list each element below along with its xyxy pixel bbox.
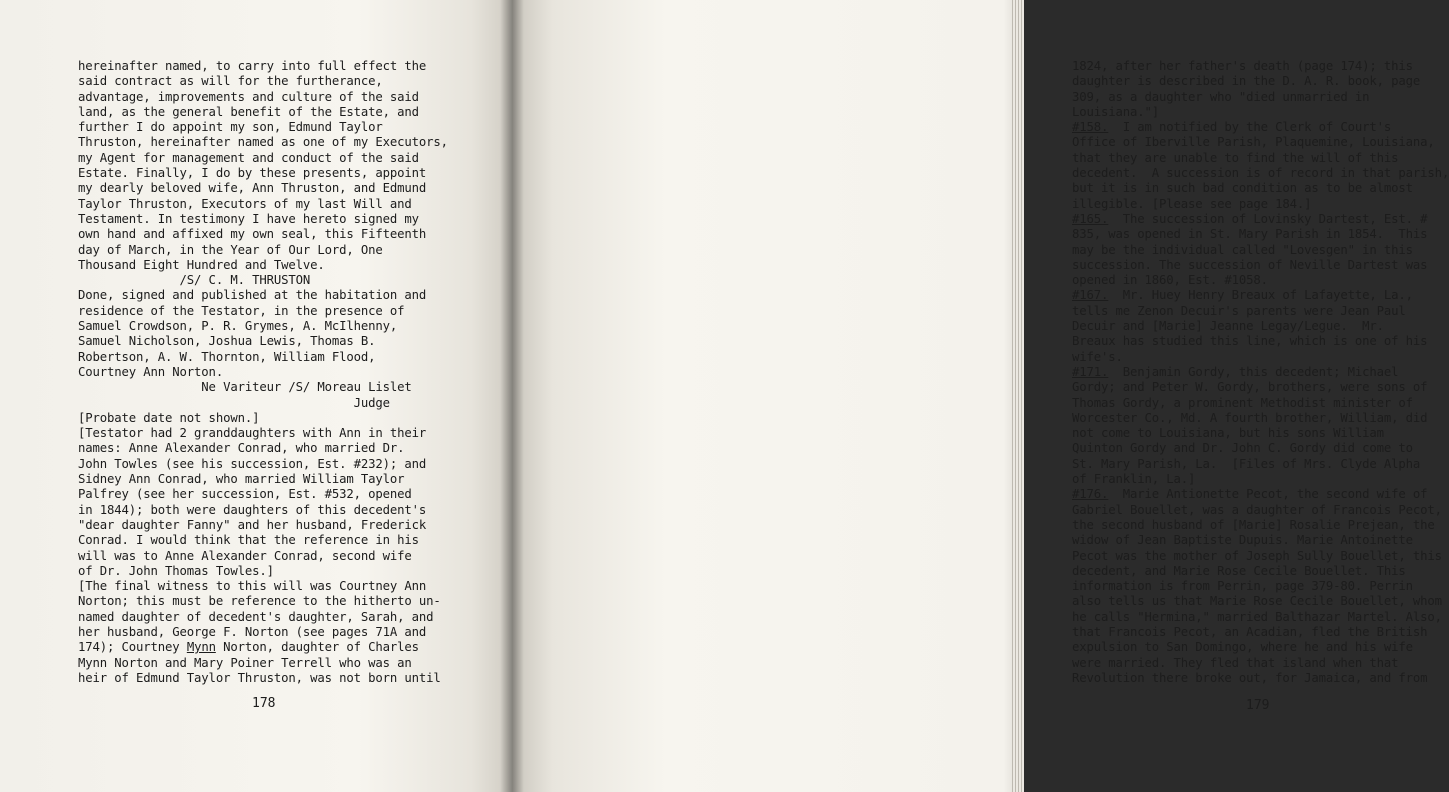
text-line: Ne Variteur /S/ Moreau Lislet	[78, 380, 412, 395]
text-line: decedent. A succession is of record in that parish,	[1072, 166, 1449, 181]
text-line: residence of the Testator, in the presence of	[78, 303, 405, 318]
text-line: Decuir and [Marie] Jeanne Legay/Legue. Mr.	[1072, 319, 1384, 334]
text-line: Mynn Norton and Mary Poiner Terrell who was an	[78, 655, 412, 670]
text-line: Gordy; and Peter W. Gordy, brothers, were sons of	[1072, 380, 1428, 395]
text-segment: Benjamin Gordy, this decedent; Michael	[1108, 364, 1399, 379]
text-line: Office of Iberville Parish, Plaquemine, Louisiana,	[1072, 135, 1435, 150]
left-page-number: 178	[252, 696, 276, 711]
text-line: St. Mary Parish, La. [Files of Mrs. Clyde Alpha	[1072, 456, 1421, 471]
text-line: in 1844); both were daughters of this decedent's	[78, 502, 427, 517]
text-line: succession. The succession of Neville Dartest was	[1072, 257, 1428, 272]
text-line: Samuel Crowdson, P. R. Grymes, A. McIlhenny,	[78, 319, 398, 334]
text-line: that Francois Pecot, an Acadian, fled the British	[1072, 624, 1428, 639]
text-line: further I do appoint my son, Edmund Taylor	[78, 120, 383, 135]
text-segment: Norton, daughter of Charles	[215, 640, 419, 655]
text-line: John Towles (see his succession, Est. #232); and	[78, 456, 427, 471]
text-segment: Marie Antionette Pecot, the second wife of	[1108, 487, 1428, 502]
text-line	[78, 640, 448, 655]
text-line: my Agent for management and conduct of the said	[78, 150, 419, 165]
text-line: Testament. In testimony I have hereto signed my	[78, 211, 419, 226]
book-gutter	[500, 0, 524, 792]
text-line: Estate. Finally, I do by these presents, appoint	[78, 166, 427, 181]
text-line: Judge	[78, 395, 390, 410]
text-line: land, as the general benefit of the Estate, and	[78, 104, 419, 119]
text-line: day of March, in the Year of Our Lord, One	[78, 242, 383, 257]
text-line: named daughter of decedent's daughter, Sarah, and	[78, 609, 434, 624]
left-page-text	[78, 59, 448, 686]
text-line	[1072, 487, 1449, 502]
text-line: Samuel Nicholson, Joshua Lewis, Thomas B.	[78, 334, 376, 349]
text-line: will was to Anne Alexander Conrad, second wife	[78, 548, 412, 563]
text-line: Thomas Gordy, a prominent Methodist minister of	[1072, 395, 1413, 410]
text-line: the second husband of [Marie] Rosalie Prejean, the	[1072, 517, 1435, 532]
text-line: Breaux has studied this line, which is one of his	[1072, 334, 1428, 349]
text-line: Palfrey (see her succession, Est. #532, opened	[78, 487, 412, 502]
text-segment: I am notified by the Clerk of Court's	[1108, 120, 1392, 135]
text-line: Courtney Ann Norton.	[78, 364, 224, 379]
text-line: wife's.	[1072, 349, 1123, 364]
underlined-text: #165.	[1072, 211, 1109, 226]
text-line: 309, as a daughter who "died unmarried in	[1072, 89, 1370, 104]
text-line: [Testator had 2 granddaughters with Ann in their	[78, 426, 427, 441]
text-line	[1072, 365, 1449, 380]
text-line: that they are unable to find the will of this	[1072, 150, 1399, 165]
text-line: Gabriel Bouellet, was a daughter of Francois Pecot,	[1072, 502, 1442, 517]
text-line: tells me Zenon Decuir's parents were Jean Paul	[1072, 303, 1406, 318]
text-line: but it is in such bad condition as to be almost	[1072, 181, 1413, 196]
text-line: Worcester Co., Md. A fourth brother, William, did	[1072, 410, 1428, 425]
text-line	[1072, 288, 1449, 303]
text-line: names: Anne Alexander Conrad, who married Dr.	[78, 441, 405, 456]
text-segment: Mr. Huey Henry Breaux of Lafayette, La.,	[1108, 288, 1413, 303]
text-line: illegible. [Please see page 184.]	[1072, 196, 1312, 211]
text-line: of Dr. John Thomas Towles.]	[78, 563, 274, 578]
text-line: information is from Perrin, page 379-80. Perrin	[1072, 579, 1413, 594]
text-line: also tells us that Marie Rose Cecile Bouellet, whom	[1072, 594, 1442, 609]
text-line: Norton; this must be reference to the hitherto un-	[78, 594, 441, 609]
text-line: widow of Jean Baptiste Dupuis. Marie Antoinette	[1072, 533, 1413, 548]
text-line: not come to Louisiana, but his sons William	[1072, 426, 1384, 441]
text-line: Done, signed and published at the habitation and	[78, 288, 427, 303]
text-line	[1072, 212, 1449, 227]
underlined-text: #176.	[1072, 487, 1109, 502]
underlined-text: #167.	[1072, 288, 1109, 303]
text-line: Robertson, A. W. Thornton, William Flood,	[78, 349, 376, 364]
text-segment: The succession of Lovinsky Dartest, Est. #	[1108, 211, 1428, 226]
text-line: 835, was opened in St. Mary Parish in 1854. This	[1072, 227, 1428, 242]
text-line: said contract as will for the furtherance,	[78, 74, 383, 89]
text-line: Pecot was the mother of Joseph Sully Bouellet, this	[1072, 548, 1442, 563]
text-line: he calls "Hermina," married Balthazar Martel. Also,	[1072, 609, 1442, 624]
right-page	[512, 0, 1449, 792]
text-line: decedent, and Marie Rose Cecile Bouellet. This	[1072, 563, 1406, 578]
text-line: Louisiana."]	[1072, 104, 1160, 119]
text-line: advantage, improvements and culture of the said	[78, 89, 419, 104]
text-line: [The final witness to this will was Courtney Ann	[78, 579, 427, 594]
text-line: Taylor Thruston, Executors of my last Will and	[78, 196, 412, 211]
underlined-text: #171.	[1072, 364, 1109, 379]
text-line: /S/ C. M. THRUSTON	[78, 273, 311, 288]
right-page-number: 179	[1246, 698, 1270, 713]
text-line: opened in 1860, Est. #1058.	[1072, 273, 1268, 288]
text-line	[1072, 120, 1449, 135]
text-line: heir of Edmund Taylor Thruston, was not born until	[78, 670, 441, 685]
text-line: Revolution there broke out, for Jamaica, and from	[1072, 670, 1428, 685]
left-page	[0, 0, 512, 792]
underlined-text: #158.	[1072, 120, 1109, 135]
page-edge	[1012, 0, 1024, 792]
text-line: Sidney Ann Conrad, who married William Taylor	[78, 472, 405, 487]
text-line: her husband, George F. Norton (see pages 71A and	[78, 624, 427, 639]
text-line: Conrad. I would think that the reference in his	[78, 533, 419, 548]
right-page-text	[1072, 59, 1449, 686]
text-line: [Probate date not shown.]	[78, 410, 260, 425]
text-line: "dear daughter Fanny" and her husband, Frederick	[78, 517, 427, 532]
text-line: daughter is described in the D. A. R. book, page	[1072, 74, 1421, 89]
text-line: of Franklin, La.]	[1072, 472, 1196, 487]
text-line: hereinafter named, to carry into full effect the	[78, 59, 427, 73]
text-line: Thruston, hereinafter named as one of my Executors,	[78, 135, 448, 150]
text-line: expulsion to San Domingo, where he and his wife	[1072, 640, 1413, 655]
text-line: may be the individual called "Lovesgen" in this	[1072, 242, 1413, 257]
text-line: were married. They fled that island when that	[1072, 655, 1399, 670]
text-line: 1824, after her father's death (page 174); this	[1072, 59, 1413, 73]
text-line: my dearly beloved wife, Ann Thruston, and Edmund	[78, 181, 427, 196]
text-line: Quinton Gordy and Dr. John C. Gordy did come to	[1072, 441, 1413, 456]
text-line: Thousand Eight Hundred and Twelve.	[78, 257, 325, 272]
text-segment: 174); Courtney	[78, 640, 187, 655]
underlined-text: Mynn	[186, 640, 216, 655]
text-line: own hand and affixed my own seal, this Fifteenth	[78, 227, 427, 242]
